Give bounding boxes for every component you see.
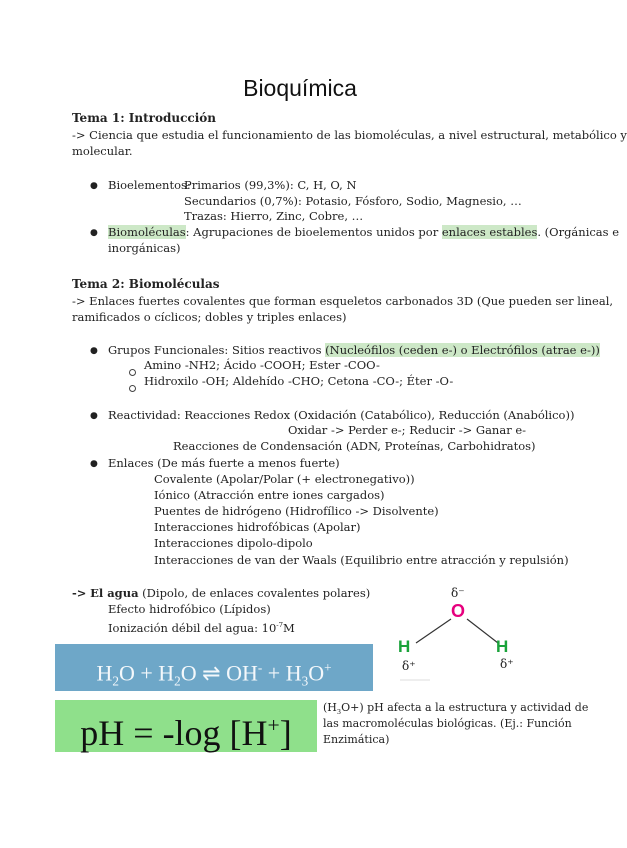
eq-sub: 3 [301,673,309,689]
enlaces-estables-highlight: enlaces estables [441,225,538,239]
enlace-item: Covalente (Apolar/Polar (+ electronegativo)) [154,472,415,486]
ionizacion-text: Ionización débil del agua: 10 [108,620,277,635]
grupos-text: Grupos Funcionales: Sitios reactivos [108,343,326,357]
efecto-hidrofobico: Efecto hidrofóbico (Lípidos) [108,602,271,616]
ph-note-line3: Enzimática) [323,733,390,746]
enlace-item: Iónico (Atracción entre iones cargados) [154,488,385,502]
oxidar-reducir: Oxidar -> Perder e-; Reducir -> Ganar e- [288,423,527,437]
ph-note-line2: las macromoléculas biológicas. (Ej.: Función [323,717,572,730]
eq-h: H [158,660,175,686]
water-ionization-equation [55,644,373,691]
enlace-item: Puentes de hidrógeno (Hidrofílico -> Disolvente) [154,504,439,518]
ionizacion-unit: M [282,620,295,635]
enlace-item: Interacciones dipolo-dipolo [154,536,313,550]
ionizacion [108,618,295,636]
delta-plus-right: δ⁺ [500,657,514,671]
oxygen-atom: O [451,601,466,621]
ph-formula [55,700,317,752]
ionizacion-exponent: -7 [276,621,283,629]
enlaces-heading: Enlaces (De más fuerte a menos fuerte) [108,456,340,470]
tema2-intro-line1: -> Enlaces fuertes covalentes que forman esqueletos carbonados 3D (Que pueden ser lineal, [72,294,614,308]
biomoleculas-definition [108,225,619,240]
ph-formula-close: ] [279,713,292,753]
delta-minus-label: δ⁻ [451,586,465,600]
enlace-item: Interacciones de van der Waals (Equilibrio entre atracción y repulsión) [154,553,569,567]
grupos-funcionales [108,343,600,358]
bullet-icon: ● [90,411,98,421]
ph-formula-text: pH = -log [H [80,713,268,753]
eq-sub: 2 [112,673,119,689]
biomoleculas-text-end: . (Orgánicas e [537,225,620,239]
biomoleculas-text: : Agrupaciones de bioelementos unidos por [185,225,442,239]
agua-line [72,586,370,601]
eq-h: H [96,660,113,686]
hydrogen-atom-right: H [496,637,509,656]
eq-o: O [308,660,325,686]
bioelementos-trazas: Trazas: Hierro, Zinc, Cobre, … [184,209,364,223]
tema1-heading: Tema 1: Introducción [72,111,217,125]
page-title: Bioquímica [243,75,357,101]
bullet-icon: ● [90,228,98,238]
enlace-item: Interacciones hidrofóbicas (Apolar) [154,520,361,534]
biomoleculas-line2: inorgánicas) [108,241,181,255]
condensacion: Reacciones de Condensación (ADN, Proteínas, Carbohidratos) [173,439,536,453]
ph-note-text: (H [323,701,337,714]
ph-note-sub: 3 [336,708,342,717]
eq-h: H [285,660,302,686]
biomoleculas-term: Biomoléculas [108,225,186,239]
eq-sub: 2 [174,673,181,689]
tema2-heading: Tema 2: Biomoléculas [72,277,220,291]
ph-formula-sup: + [267,713,280,737]
circle-bullet-icon [129,377,136,396]
eq-oh: OH [226,660,258,686]
bullet-icon: ● [90,181,98,191]
equilibrium-arrow-icon: ⇌ [202,660,221,686]
eq-plus: + [267,660,281,686]
tema1-intro-line2: molecular. [72,144,133,158]
bioelementos-label: Bioelementos: [108,178,191,192]
eq-o: O [180,660,197,686]
agua-label: El agua [90,586,139,600]
reactividad: Reactividad: Reacciones Redox (Oxidación (Catabólico), Reducción (Anabólico)) [108,408,575,422]
grupos-sub1: Amino -NH2; Ácido -COOH; Ester -COO- [144,358,380,372]
bioelementos-secundarios: Secundarios (0,7%): Potasio, Fósforo, Sodio, Magnesio, … [184,194,522,208]
hydrogen-atom-left: H [398,637,411,656]
eq-o: O [118,660,135,686]
bioelementos-primarios: Primarios (99,3%): C, H, O, N [184,178,357,192]
eq-sup: + [324,660,332,675]
agua-arrow: -> [72,586,87,600]
eq-sup: - [257,660,263,675]
bullet-icon: ● [90,346,98,356]
agua-desc: (Dipolo, de enlaces covalentes polares) [138,586,371,600]
grupos-sub2: Hidroxilo -OH; Aldehído -CHO; Cetona -CO-; Éter -O- [144,374,454,388]
tema2-intro-line2: ramificados o cíclicos; dobles y triples enlaces) [72,310,347,324]
ph-note-text: O+) pH afecta a la estructura y actividad de [341,701,589,714]
bullet-icon: ● [90,459,98,469]
nucleofilos-highlight: (Nucleófilos (ceden e-) o Electrófilos (atrae e-)) [325,343,600,357]
eq-plus: + [140,660,153,686]
water-molecule-diagram [388,585,528,685]
tema1-intro-line1: -> Ciencia que estudia el funcionamiento de las biomoléculas, a nivel estructural, metabólico y [72,128,627,142]
delta-plus-left: δ⁺ [402,659,416,673]
